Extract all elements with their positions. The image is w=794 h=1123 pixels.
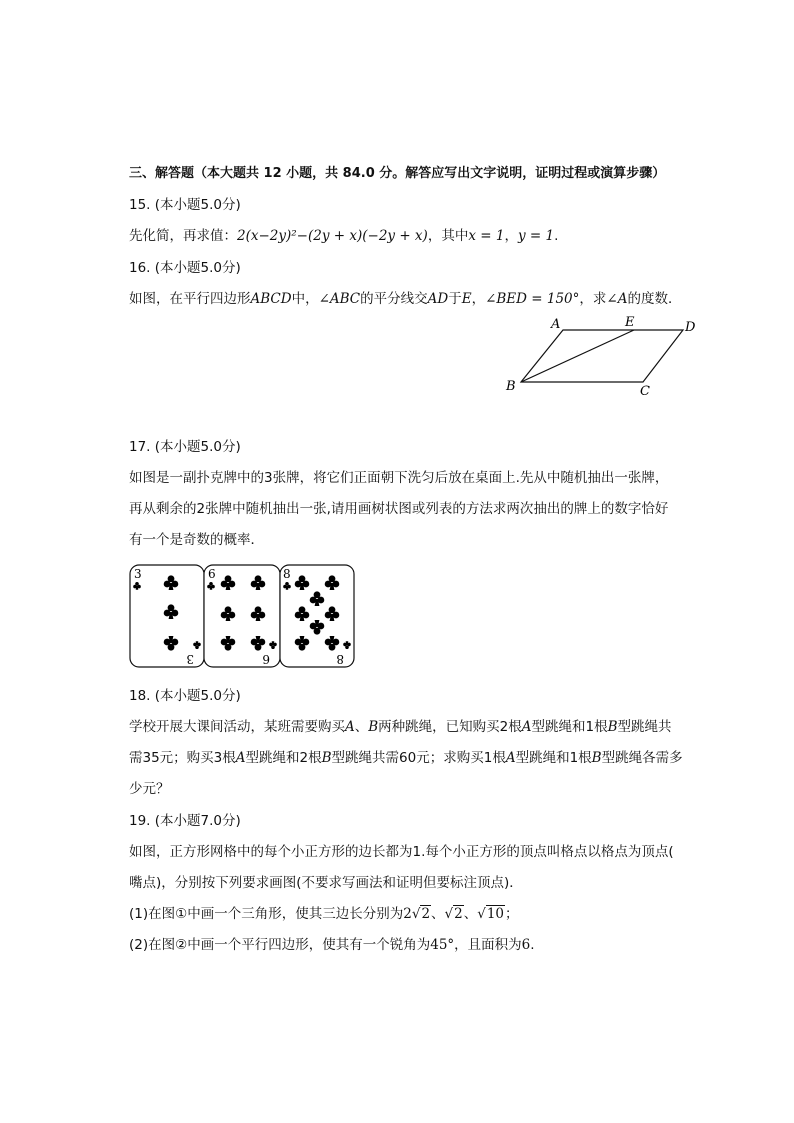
parallelogram-figure — [495, 310, 710, 402]
q16-m6: ∠A — [606, 291, 628, 307]
q18-l2e: 型跳绳各需多 — [601, 750, 683, 766]
q15-cond-y: y = 1 — [517, 228, 555, 244]
label-d: D — [685, 320, 696, 335]
q18-l2c: 型跳绳共需60元；求购买1根 — [331, 750, 506, 766]
q15-end: . — [554, 228, 559, 244]
q16-m5: ∠BED = 150° — [485, 291, 580, 307]
card-8-rank-inverted: 8 — [336, 652, 344, 666]
q18-l1a: 学校开展大课间活动，某班需要购买 — [129, 719, 345, 735]
q16-m2: ∠ABC — [318, 291, 361, 307]
q18-l1e: 型跳绳共 — [617, 719, 672, 735]
q18-l1m1: A — [345, 719, 355, 735]
q16-m4: E — [461, 291, 472, 307]
q19-sqrt2-radicand: 2 — [454, 906, 463, 922]
q19-header: 19. (本小题7.0分) — [129, 813, 241, 829]
q18-l2m1: A — [235, 750, 246, 766]
q19-sep1: 、 — [431, 906, 445, 922]
sqrt-2-b: √2 — [444, 906, 463, 922]
q16-t7: 的度数． — [627, 291, 682, 307]
q19-sqrt1-coef: 2 — [403, 906, 412, 922]
sqrt-2-a: √2 — [411, 906, 431, 922]
q18-l2b: 型跳绳和2根 — [245, 750, 322, 766]
q18-line3: 少元？ — [129, 781, 170, 797]
q19-sqrt3-radicand: 10 — [486, 906, 505, 922]
q15-mid: ，其中 — [427, 228, 469, 244]
q15-header: 15. (本小题5.0分) — [129, 197, 241, 213]
q18-l1c: 两种跳绳，已知购买2根 — [378, 719, 522, 735]
q15-lead: 先化简，再求值： — [129, 228, 237, 244]
q16-t3: 的平分线交 — [360, 291, 428, 307]
q15-sep: ， — [504, 228, 518, 244]
card-8 — [280, 565, 354, 667]
label-c: C — [640, 384, 650, 399]
q18-l2m2: B — [321, 750, 332, 766]
q18-l2d: 型跳绳和1根 — [515, 750, 592, 766]
q17-line2: 再从剩余的2张牌中随机抽出一张,请用画树状图或列表的方法求两次抽出的牌上的数字恰好 — [129, 501, 669, 517]
card-3-rank: 3 — [134, 567, 142, 581]
q19-part1 — [129, 904, 519, 924]
q18-l1m3: A — [521, 719, 532, 735]
sqrt-10: √10 — [477, 906, 505, 922]
card-8-rank: 8 — [283, 567, 291, 581]
q16-t1: 如图，在平行四边形 — [129, 291, 251, 307]
q19-sqrt1-radicand: 2 — [421, 906, 431, 922]
q16-t5: ， — [471, 291, 486, 307]
q17-line1: 如图是一副扑克牌中的3张牌，将它们正面朝下洗匀后放在桌面上.先从中随机抽出一张牌， — [129, 470, 669, 486]
q17-line3: 有一个是奇数的概率． — [129, 532, 264, 548]
q19-p2b: ，且面积为 — [454, 937, 522, 953]
q19-angle: 45° — [430, 937, 455, 953]
q16-t6: ，求 — [579, 291, 607, 307]
card-6-rank: 6 — [208, 567, 216, 581]
label-a: A — [551, 317, 561, 332]
q17-header: 17. (本小题5.0分) — [129, 439, 241, 455]
card-6-rank-inverted: 6 — [262, 652, 270, 666]
parallelogram-abcd — [521, 330, 683, 382]
playing-cards-figure — [128, 563, 358, 671]
q18-l2m3: A — [505, 750, 516, 766]
q19-sep2: 、 — [463, 906, 478, 922]
bisector-be — [521, 330, 634, 382]
q18-line1 — [129, 717, 672, 737]
q19-line1: 如图，正方形网格中的每个小正方形的边长都为1.每个小正方形的顶点叫格点以格点为顶点( — [129, 844, 674, 860]
q16-text — [129, 289, 681, 309]
q19-p1a: (1)在图①中画一个三角形，使其三边长分别为 — [129, 906, 404, 922]
q16-header: 16. (本小题5.0分) — [129, 260, 241, 276]
q18-l1b: 、 — [354, 719, 369, 735]
q18-l2a: 需35元；购买3根 — [129, 750, 236, 766]
q16-m1: ABCD — [250, 291, 292, 307]
card-6 — [204, 565, 280, 667]
q18-header: 18. (本小题5.0分) — [129, 688, 241, 704]
q16-t4: 于 — [448, 291, 462, 307]
card-3 — [130, 565, 204, 667]
label-b: B — [506, 379, 516, 394]
q19-area: 6 — [521, 937, 531, 953]
q16-m3: AD — [427, 291, 449, 307]
q18-line2 — [129, 748, 683, 768]
section-heading: 三、解答题（本大题共 12 小题，共 84.0 分。解答应写出文字说明，证明过程或演算步骤） — [129, 166, 666, 181]
q19-p2end: . — [530, 937, 535, 953]
q18-l2m4: B — [591, 750, 602, 766]
q15-cond-x: x = 1 — [468, 228, 505, 244]
q18-l1m4: B — [607, 719, 618, 735]
q18-l1m2: B — [368, 719, 379, 735]
label-e: E — [625, 315, 635, 330]
q15-text — [129, 226, 558, 246]
q15-expression: 2(x−2y)²−(2y + x)(−2y + x) — [237, 228, 428, 244]
q18-l1d: 型跳绳和1根 — [531, 719, 608, 735]
q16-t2: 中， — [291, 291, 319, 307]
q19-line2: 嘴点)，分别按下列要求画图(不要求写画法和证明但要标注顶点)． — [129, 875, 523, 891]
q19-part2 — [129, 935, 535, 955]
q19-p2a: (2)在图②中画一个平行四边形，使其有一个锐角为 — [129, 937, 431, 953]
q19-p1end: ； — [505, 906, 519, 922]
card-3-rank-inverted: 3 — [186, 652, 194, 666]
